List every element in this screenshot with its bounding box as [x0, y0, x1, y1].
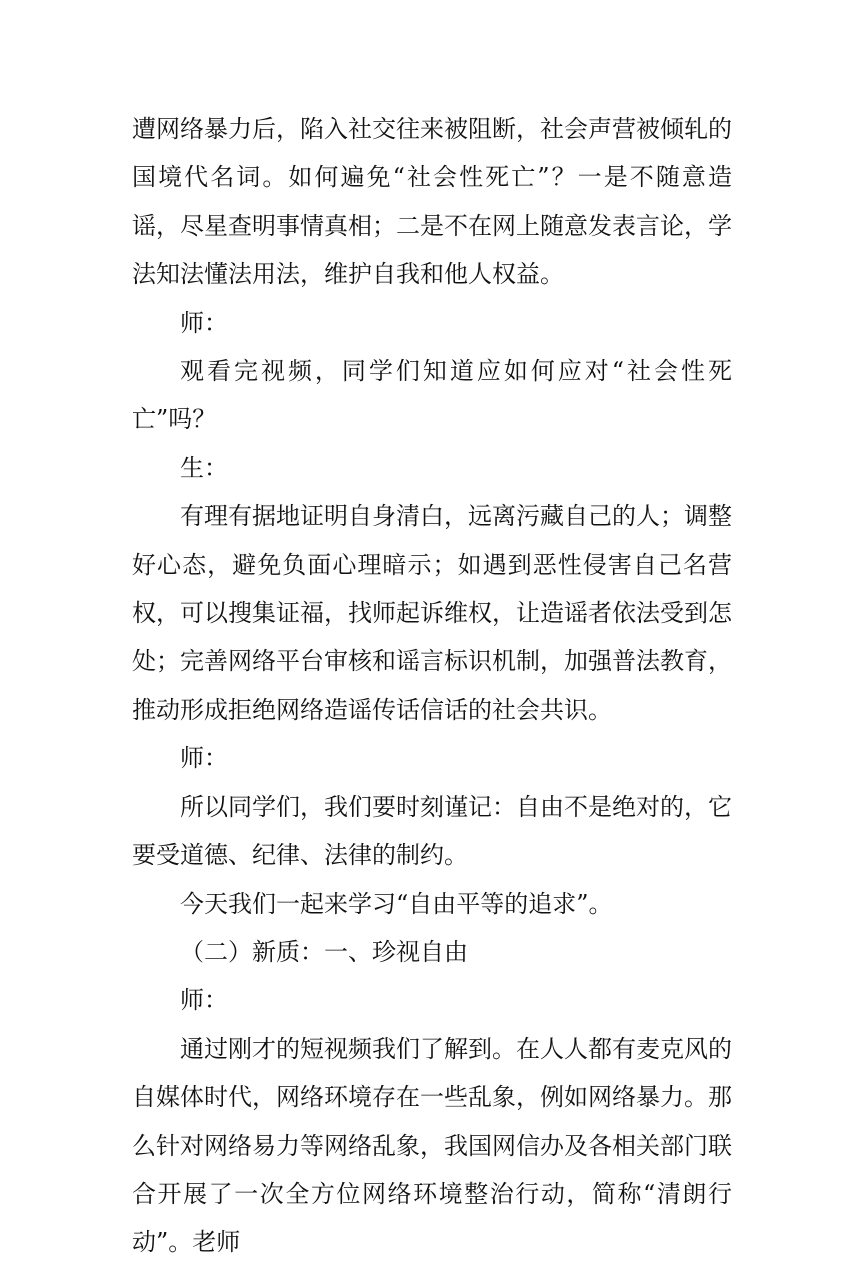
section-heading: （二）新质：一、珍视自由	[180, 937, 468, 966]
teacher-summary: 所以同学们，我们要时刻谨记：自由不是绝对的，它要受道德、纪律、法律的制约。	[132, 792, 732, 870]
paragraph-continuation: 遭网络暴力后，陷入社交往来被阻断，社会声营被倾轧的国境代名词。如何遍免“社会性死亡”？一是不随意造谣，尽星查明事情真相；二是不在网上随意发表言论，学法知法懂法用法，维护自我和他人权益。	[132, 115, 732, 289]
student-answer: 有理有据地证明自身清白，远离污藏自己的人；调整好心态，避免负面心理暗示；如遇到恶性侵害自己名营权，可以搜集证福，找师起诉维权，让造谣者依法受到怎处；完善网络平台审核和谣言标识机制，加强普法教育，推动形成拒绝网络造谣传话信话的社会共识。	[132, 502, 732, 724]
speaker-teacher: 师：	[180, 744, 228, 773]
speaker-student: 生：	[180, 453, 228, 482]
speaker-teacher: 师：	[180, 986, 228, 1015]
document-body	[132, 105, 732, 1267]
speaker-teacher: 师：	[180, 308, 228, 337]
teacher-explanation: 通过刚才的短视频我们了解到。在人人都有麦克风的自媒体时代，网络环境存在一些乱象，例如网络暴力。那么针对网络易力等网络乱象，我国网信办及各相关部门联合开展了一次全方位网络环境整治行动，简称“清朗行动”。老师	[132, 1034, 732, 1257]
teacher-question: 观看完视频，同学们知道应如何应对“社会性死亡”吗？	[132, 357, 732, 434]
lesson-topic: 今天我们一起来学习“自由平等的追求”。	[180, 889, 613, 918]
